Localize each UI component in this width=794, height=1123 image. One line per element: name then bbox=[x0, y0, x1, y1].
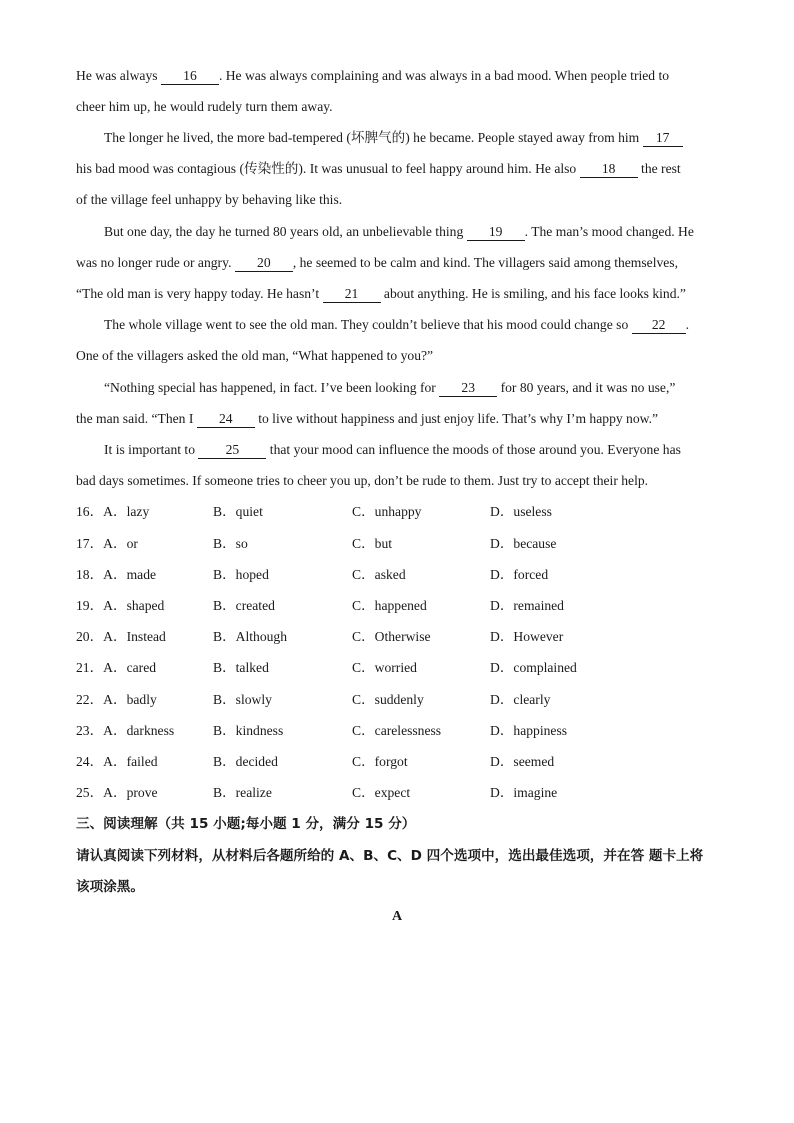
blank-22: 22 bbox=[632, 317, 686, 334]
option-24-d[interactable]: D．seemed bbox=[490, 754, 555, 769]
option-18-b[interactable]: B．hoped bbox=[213, 567, 269, 582]
option-20-c[interactable]: C．Otherwise bbox=[352, 629, 431, 644]
option-20-a[interactable]: 20．A．Instead bbox=[76, 629, 166, 644]
passage-line-14: bad days sometimes. If someone tries to cheer you up, don’t be rude to them. Just try to accept their help. bbox=[76, 473, 649, 488]
blank-20: 20 bbox=[235, 255, 293, 272]
option-17-d[interactable]: D．because bbox=[490, 536, 557, 551]
option-16-b[interactable]: B．quiet bbox=[213, 504, 263, 519]
passage-line-1: He was always 16 . He was always complaining and was always in a bad mood. When people tried to bbox=[76, 68, 670, 83]
option-16-d[interactable]: D．useless bbox=[490, 504, 552, 519]
option-25-a[interactable]: 25．A．prove bbox=[76, 785, 158, 800]
option-23-d[interactable]: D．happiness bbox=[490, 723, 568, 738]
option-18-d[interactable]: D．forced bbox=[490, 567, 549, 582]
option-22-d[interactable]: D．clearly bbox=[490, 692, 551, 707]
passage-line-3: The longer he lived, the more bad-tempered (坏脾气的) he became. People stayed away from him 17 bbox=[104, 128, 716, 148]
passage-line-8: “The old man is very happy today. He hasn’t 21 about anything. He is smiling, and his face looks kind.” bbox=[76, 286, 686, 301]
option-25-d[interactable]: D．imagine bbox=[490, 785, 558, 800]
option-23-b[interactable]: B．kindness bbox=[213, 723, 284, 738]
blank-18: 18 bbox=[580, 161, 638, 178]
option-22-b[interactable]: B．slowly bbox=[213, 692, 272, 707]
option-18-a[interactable]: 18．A．made bbox=[76, 567, 157, 582]
option-16-c[interactable]: C．unhappy bbox=[352, 504, 422, 519]
option-18-c[interactable]: C．asked bbox=[352, 567, 406, 582]
passage-line-5: of the village feel unhappy by behaving like this. bbox=[76, 192, 343, 207]
passage-label: A bbox=[391, 909, 403, 924]
option-24-b[interactable]: B．decided bbox=[213, 754, 278, 769]
passage-line-12: the man said. “Then I 24 to live without happiness and just enjoy life. That’s why I’m happy now.” bbox=[76, 411, 659, 426]
option-21-a[interactable]: 21．A．cared bbox=[76, 660, 157, 675]
option-17-c[interactable]: C．but bbox=[352, 536, 393, 551]
passage-line-10: One of the villagers asked the old man, “What happened to you?” bbox=[76, 348, 434, 363]
blank-16: 16 bbox=[161, 68, 219, 85]
option-24-a[interactable]: 24．A．failed bbox=[76, 754, 158, 769]
option-17-a[interactable]: 17．A．or bbox=[76, 536, 138, 551]
blank-25: 25 bbox=[198, 442, 266, 459]
option-16-a[interactable]: 16．A．lazy bbox=[76, 504, 150, 519]
blank-23: 23 bbox=[439, 380, 497, 397]
option-23-c[interactable]: C．carelessness bbox=[352, 723, 442, 738]
passage-line-11: “Nothing special has happened, in fact. I’ve been looking for 23 for 80 years, and it was no use,” bbox=[104, 380, 676, 395]
option-21-b[interactable]: B．talked bbox=[213, 660, 269, 675]
blank-24: 24 bbox=[197, 411, 255, 428]
option-24-c[interactable]: C．forgot bbox=[352, 754, 408, 769]
blank-21: 21 bbox=[323, 286, 381, 303]
blank-19: 19 bbox=[467, 224, 525, 241]
option-21-d[interactable]: D．complained bbox=[490, 660, 577, 675]
option-25-c[interactable]: C．expect bbox=[352, 785, 411, 800]
option-20-d[interactable]: D．However bbox=[490, 629, 564, 644]
option-19-a[interactable]: 19．A．shaped bbox=[76, 598, 165, 613]
passage-line-4: his bad mood was contagious (传染性的). It was unusual to feel happy around him. He also 18 the rest bbox=[76, 161, 681, 176]
option-23-a[interactable]: 23．A．darkness bbox=[76, 723, 175, 738]
section-instruction-line-1: 请认真阅读下列材料，从材料后各题所给的 A、B、C、D 四个选项中，选出最佳选项，并在答 题卡上将 bbox=[76, 848, 704, 864]
section-instruction-line-2: 该项涂黑。 bbox=[76, 879, 144, 895]
option-22-c[interactable]: C．suddenly bbox=[352, 692, 424, 707]
passage-line-9: The whole village went to see the old man. They couldn’t believe that his mood could change so 22 . bbox=[104, 317, 690, 332]
section-title: 三、阅读理解（共 15 小题;每小题 1 分，满分 15 分） bbox=[76, 816, 416, 832]
passage-line-2: cheer him up, he would rudely turn them away. bbox=[76, 99, 333, 114]
passage-line-7: was no longer rude or angry. 20 , he seemed to be calm and kind. The villagers said among themselves, bbox=[76, 255, 678, 270]
option-21-c[interactable]: C．worried bbox=[352, 660, 417, 675]
option-17-b[interactable]: B．so bbox=[213, 536, 248, 551]
blank-17: 17 bbox=[643, 130, 683, 147]
option-22-a[interactable]: 22．A．badly bbox=[76, 692, 157, 707]
option-19-d[interactable]: D．remained bbox=[490, 598, 564, 613]
option-19-c[interactable]: C．happened bbox=[352, 598, 427, 613]
passage-line-13: It is important to 25 that your mood can influence the moods of those around you. Everyone has bbox=[104, 442, 681, 457]
option-20-b[interactable]: B．Although bbox=[213, 629, 288, 644]
option-25-b[interactable]: B．realize bbox=[213, 785, 272, 800]
passage-line-6: But one day, the day he turned 80 years old, an unbelievable thing 19 . The man’s mood changed. He bbox=[104, 224, 694, 239]
option-19-b[interactable]: B．created bbox=[213, 598, 275, 613]
